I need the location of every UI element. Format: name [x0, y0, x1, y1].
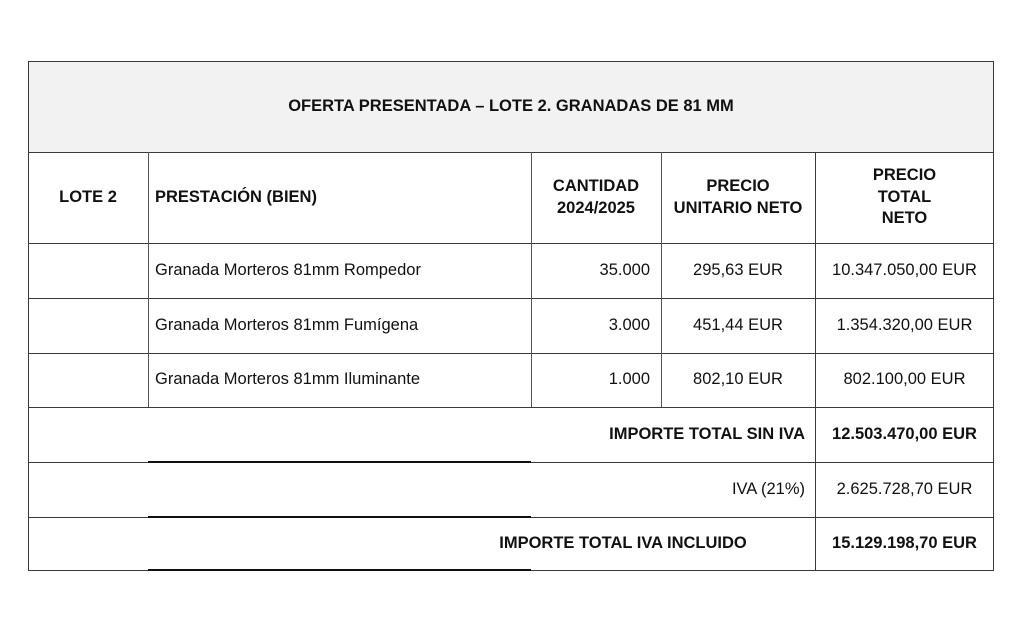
total-sin-iva-value: 12.503.470,00 EUR: [832, 424, 977, 443]
border-bottom-heavy: [148, 569, 531, 571]
line-row-1-bottom: [28, 298, 994, 299]
line-col-prestacion: [531, 152, 532, 407]
header-cantidad: CANTIDAD 2024/2025: [552, 177, 640, 217]
line-col-cantidad: [661, 152, 662, 407]
header-lote: LOTE 2: [59, 187, 117, 206]
line-row-3-bottom: [28, 407, 994, 408]
row-3-precio-total: 802.100,00 EUR: [843, 370, 966, 389]
offer-table: [28, 61, 994, 571]
line-col-lote: [148, 152, 149, 407]
border-right: [993, 61, 994, 571]
iva-value: 2.625.728,70 EUR: [836, 479, 973, 498]
header-precio-total: PRECIO TOTAL NETO: [872, 166, 937, 228]
row-2-precio-total: 1.354.320,00 EUR: [836, 315, 973, 334]
row-2-precio-unitario: 451,44 EUR: [693, 315, 783, 334]
row-1-precio-total: 10.347.050,00 EUR: [832, 260, 977, 279]
row-2-cantidad: 3.000: [608, 315, 650, 334]
header-prestacion: PRESTACIÓN (BIEN): [155, 187, 317, 206]
row-3-cantidad: 1.000: [608, 370, 650, 389]
border-top: [28, 61, 994, 62]
line-title-bottom: [28, 152, 994, 153]
table-title: OFERTA PRESENTADA – LOTE 2. GRANADAS DE 81 MM: [288, 96, 734, 115]
header-precio-unitario: PRECIO UNITARIO NETO: [673, 177, 803, 217]
iva-label: IVA (21%): [731, 479, 805, 498]
total-con-iva-label: IMPORTE TOTAL IVA INCLUIDO: [499, 534, 747, 553]
row-1-cantidad: 35.000: [599, 260, 650, 279]
row-3-precio-unitario: 802,10 EUR: [693, 370, 783, 389]
line-row-2-bottom: [28, 353, 994, 354]
line-sin-iva-bottom-heavy: [148, 461, 531, 463]
row-1-prestacion: Granada Morteros 81mm Rompedor: [155, 260, 421, 279]
row-2-prestacion: Granada Morteros 81mm Fumígena: [155, 315, 419, 334]
line-col-precio-unitario: [815, 152, 816, 571]
line-header-bottom: [28, 243, 994, 244]
total-sin-iva-label: IMPORTE TOTAL SIN IVA: [609, 424, 805, 443]
line-iva-bottom-heavy: [148, 516, 531, 518]
border-left: [28, 61, 29, 571]
total-con-iva-value: 15.129.198,70 EUR: [832, 534, 977, 553]
row-1-precio-unitario: 295,63 EUR: [693, 260, 783, 279]
row-3-prestacion: Granada Morteros 81mm Iluminante: [155, 370, 421, 389]
